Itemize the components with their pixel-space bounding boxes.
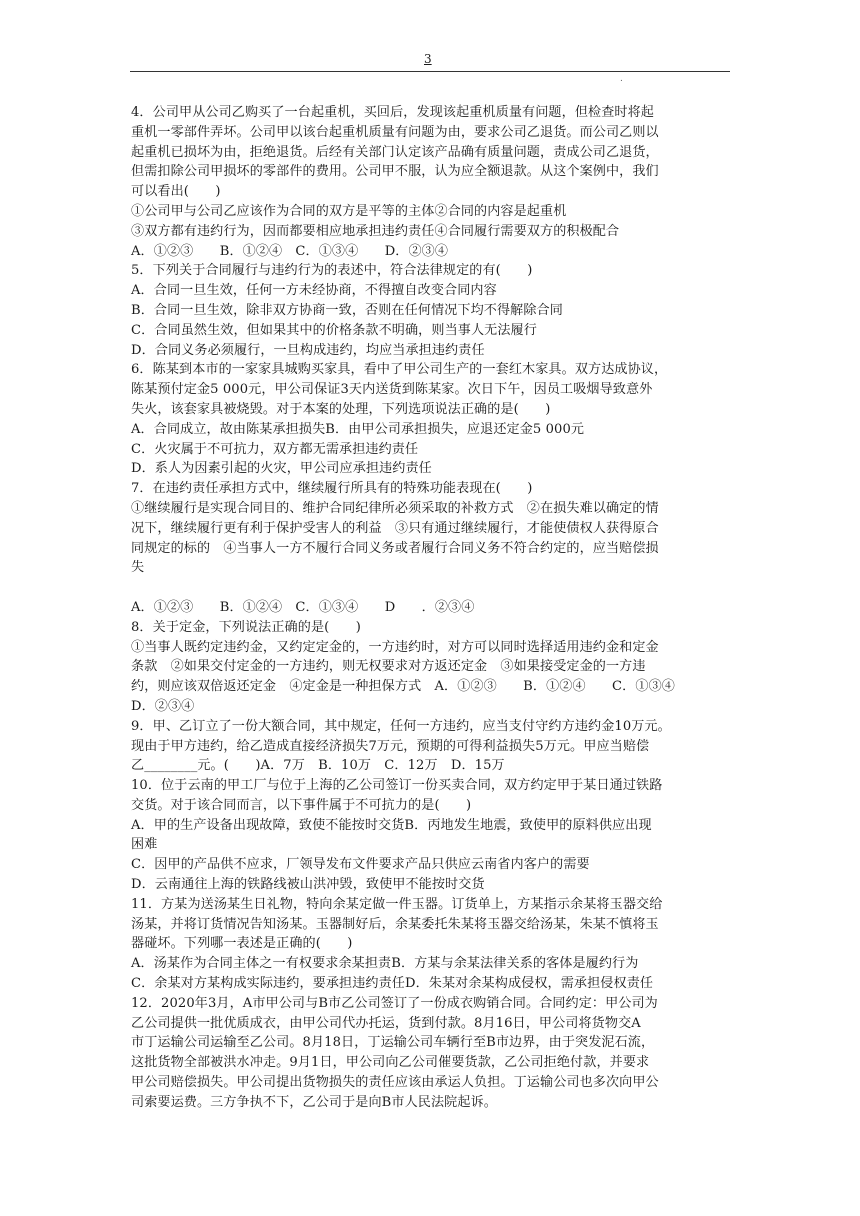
text-line: 4．公司甲从公司乙购买了一台起重机，买回后，发现该起重机质量有问题，但检查时将起 xyxy=(131,105,654,120)
text-line: 10．位于云南的甲工厂与位于上海的乙公司签订一份买卖合同，双方约定甲于某日通过铁路 xyxy=(131,778,663,794)
text-line: A．①②③ B．①②④ C．①③④ D．②③④ xyxy=(131,243,449,259)
text-line: A．①②③ B．①②④ C．①③④ D ．②③④ xyxy=(131,599,475,615)
text-line: C．余某对方某构成实际违约，要承担违约责任D．朱某对余某构成侵权，需承担侵权责任 xyxy=(131,976,654,992)
text-line: A．合同成立，故由陈某承担损失B．由甲公司承担损失，应退还定金5 000元 xyxy=(131,421,585,437)
text-line: 9．甲、乙订立了一份大额合同，其中规定，任何一方违约，应当支付守约方违约金10万元。 xyxy=(131,718,671,734)
text-line: ①公司甲与公司乙应该作为合同的双方是平等的主体②合同的内容是起重机 xyxy=(131,203,567,219)
text-line: 6．陈某到本市的一家家具城购买家具，看中了甲公司生产的一套红木家具。双方达成协议， xyxy=(131,362,668,378)
text-line: 陈某预付定金5 000元，甲公司保证3天内送货到陈某家。次日下午，因员工吸烟导致意外 xyxy=(131,382,653,398)
text-line: 汤某，并将订货情况告知汤某。玉器制好后，余某委托朱某将玉器交给汤某，朱某不慎将玉 xyxy=(131,916,659,932)
text-line: 司索要运费。三方争执不下，乙公司于是向B市人民法院起诉。 xyxy=(131,1094,497,1110)
document-body xyxy=(131,103,737,1113)
text-line: 12．2020年3月，A市甲公司与B市乙公司签订了一份成衣购销合同。合同约定：甲公司为 xyxy=(131,995,658,1011)
text-line: 这批货物全部被洪水冲走。9月1日，甲公司向乙公司催要货款，乙公司拒绝付款，并要求 xyxy=(131,1055,650,1071)
text-line: C．因甲的产品供不应求，厂领导发布文件要求产品只供应云南省内客户的需要 xyxy=(131,857,590,873)
text-line: 交货。对于该合同而言，以下事件属于不可抗力的是( ) xyxy=(131,797,472,813)
text-line: 器碰坏。下列哪一表述是正确的( ) xyxy=(131,936,353,952)
text-line: 市丁运输公司运输至乙公司。8月18日，丁运输公司车辆行至B市边界，由于突发泥石流， xyxy=(131,1035,655,1051)
text-line: ①当事人既约定违约金，又约定定金的，一方违约时，对方可以同时选择适用违约金和定金 xyxy=(131,639,659,655)
header-rule xyxy=(130,71,730,72)
text-line: 起重机已损坏为由，拒绝退货。后经有关部门认定该产品确有质量问题，责成公司乙退货， xyxy=(131,144,659,160)
text-line: ①继续履行是实现合同目的、维护合同纪律所必须采取的补救方式 ②在损失难以确定的情 xyxy=(131,500,659,516)
text-line: 乙________元。( )A．7万 B．10万 C．12万 D．15万 xyxy=(131,758,505,774)
text-line: 失 xyxy=(131,560,145,576)
text-line: 甲公司赔偿损失。甲公司提出货物损失的责任应该由承运人负担。丁运输公司也多次向甲公 xyxy=(131,1075,659,1091)
text-line: D．系人为因素引起的火灾，甲公司应承担违约责任 xyxy=(131,461,432,477)
text-line: B．合同一旦生效，除非双方协商一致，否则在任何情况下均不得解除合同 xyxy=(131,302,563,318)
text-line xyxy=(131,578,737,598)
text-line: A．汤某作为合同主体之一有权要求余某担责B．方某与余某法律关系的客体是履约行为 xyxy=(131,956,639,972)
text-line: C．火灾属于不可抗力，双方都无需承担违约责任 xyxy=(131,441,419,457)
header-mark: . xyxy=(620,74,623,84)
text-line: 重机一零部件弄坏。公司甲以该台起重机质量有问题为由，要求公司乙退货。而公司乙则以 xyxy=(131,124,659,140)
text-line: 7．在违约责任承担方式中，继续履行所具有的特殊功能表现在( ) xyxy=(131,481,533,497)
text-line: 乙公司提供一批优质成衣，由甲公司代办托运，货到付款。8月16日，甲公司将货物交A xyxy=(131,1015,641,1031)
text-line: 现由于甲方违约，给乙造成直接经济损失7万元，预期的可得利益损失5万元。甲应当赔偿 xyxy=(131,738,650,754)
text-line: D．云南通往上海的铁路线被山洪冲毁，致使甲不能按时交货 xyxy=(131,877,485,893)
text-line: ③双方都有违约行为，因而都要相应地承担违约责任④合同履行需要双方的积极配合 xyxy=(131,223,620,239)
text-line: A．甲的生产设备出现故障，致使不能按时交货B．丙地发生地震，致使甲的原料供应出现 xyxy=(131,817,652,833)
text-line: D．合同义务必须履行，一旦构成违约，均应当承担违约责任 xyxy=(131,342,485,358)
text-line: 失火，该套家具被烧毁。对于本案的处理，下列选项说法正确的是( ) xyxy=(131,401,551,417)
text-line: 条款 ②如果交付定金的一方违约，则无权要求对方返还定金 ③如果接受定金的一方违 xyxy=(131,659,646,675)
text-line: 11．方某为送汤某生日礼物，特向余某定做一件玉器。订货单上，方某指示余某将玉器交给 xyxy=(131,896,663,912)
text-line: 况下，继续履行更有利于保护受害人的利益 ③只有通过继续履行，才能使债权人获得原合 xyxy=(131,520,659,536)
text-line: C．合同虽然生效，但如果其中的价格条款不明确，则当事人无法履行 xyxy=(131,322,537,338)
text-line: 5．下列关于合同履行与违约行为的表述中，符合法律规定的有( ) xyxy=(131,263,533,279)
text-line: A．合同一旦生效，任何一方未经协商，不得擅自改变合同内容 xyxy=(131,283,497,299)
text-line: 同规定的标的 ④当事人一方不履行合同义务或者履行合同义务不符合约定的，应当赔偿损 xyxy=(131,540,659,556)
text-line: 但需扣除公司甲损坏的零部件的费用。公司甲不服，认为应全额退款。从这个案例中，我们 xyxy=(131,164,659,180)
text-line: 困难 xyxy=(131,837,158,853)
page-number: 3 xyxy=(424,52,432,66)
text-line: D．②③④ xyxy=(131,698,195,714)
text-line: 约，则应该双倍返还定金 ④定金是一种担保方式 A．①②③ B．①②④ C．①③④ xyxy=(131,679,675,695)
text-line: 可以看出( ) xyxy=(131,184,221,200)
text-line: 8．关于定金，下列说法正确的是( ) xyxy=(131,619,361,635)
